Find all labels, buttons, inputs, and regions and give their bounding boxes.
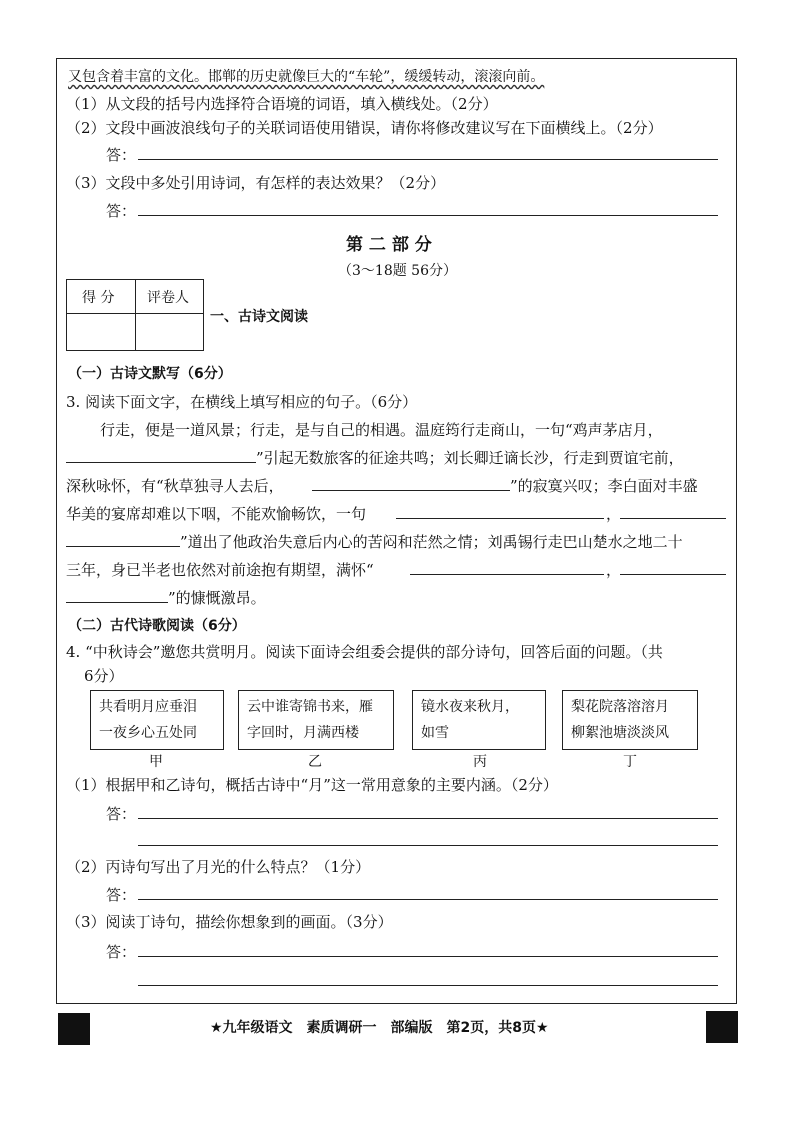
passage-text: ， [606, 505, 622, 523]
answer-line[interactable] [138, 818, 718, 819]
question-3-prompt: 3. 阅读下面文字，在横线上填写相应的句子。（6分） [66, 393, 418, 411]
score-label: 得 分 [82, 290, 115, 306]
part-subtitle: （3～18题 56分） [338, 263, 457, 279]
fill-blank[interactable] [312, 490, 510, 491]
answer-line[interactable] [138, 215, 718, 216]
fill-blank[interactable] [396, 518, 604, 519]
answer-line[interactable] [138, 985, 718, 986]
answer-line[interactable] [138, 845, 718, 846]
fill-blank[interactable] [620, 518, 726, 519]
passage-text: 华美的宴席却难以下咽，不能欢愉畅饮，一句 [66, 505, 367, 523]
section-heading: 一、古诗文阅读 [210, 309, 308, 325]
sub-question-3: （3）阅读丁诗句，描绘你想象到的画面。（3分） [66, 913, 393, 931]
poem-label-ding: 丁 [623, 754, 637, 770]
passage-text: 行走，便是一道风景；行走，是与自己的相遇。温庭筠行走商山，一句“鸡声茅店月， [100, 421, 663, 439]
answer-line[interactable] [138, 159, 718, 160]
answer-label: 答： [106, 202, 137, 220]
registration-mark-left [58, 1013, 90, 1045]
fill-blank[interactable] [620, 574, 726, 575]
fill-blank[interactable] [66, 602, 168, 603]
answer-line[interactable] [138, 899, 718, 900]
part-title: 第 二 部 分 [346, 235, 432, 255]
passage-end-line: 又包含着丰富的文化。邯郸的历史就像巨大的“车轮”，缓缓转动，滚滚向前。 [68, 69, 545, 85]
passage-text: ， [606, 561, 622, 579]
question-1: （1）从文段的括号内选择符合语境的词语，填入横线处。（2分） [66, 95, 498, 113]
poem-box-jia: 共看明月应垂泪 一夜乡心五处同 [90, 690, 224, 750]
answer-label: 答： [106, 886, 137, 904]
poem-label-yi: 乙 [308, 754, 322, 770]
subsection-heading: （一）古诗文默写（6分） [68, 366, 232, 382]
registration-mark-right [706, 1011, 738, 1043]
passage-text: ”的慷慨激昂。 [168, 589, 266, 607]
question-2: （2）文段中画波浪线句子的关联词语使用错误，请你将修改建议写在下面横线上。（2分） [66, 119, 663, 137]
poem-label-jia: 甲 [149, 754, 163, 770]
poem-label-bing: 丙 [473, 754, 487, 770]
page-footer: ★九年级语文 素质调研一 部编版 第2页，共8页★ [210, 1020, 549, 1036]
poem-box-yi: 云中谁寄锦书来，雁 字回时，月满西楼 [238, 690, 394, 750]
question-3: （3）文段中多处引用诗词，有怎样的表达效果？（2分） [66, 174, 446, 192]
passage-text: ”的寂寞兴叹；李白面对丰盛 [510, 477, 698, 495]
sub-question-1: （1）根据甲和乙诗句，概括古诗中“月”这一常用意象的主要内涵。（2分） [66, 776, 558, 794]
answer-label: 答： [106, 146, 137, 164]
poem-box-ding: 梨花院落溶溶月 柳絮池塘淡淡风 [562, 690, 698, 750]
subsection-heading: （二）古代诗歌阅读（6分） [68, 618, 246, 634]
answer-label: 答： [106, 805, 137, 823]
grader-label: 评卷人 [147, 290, 189, 306]
fill-blank[interactable] [410, 574, 604, 575]
sub-question-2: （2）丙诗句写出了月光的什么特点？（1分） [66, 858, 371, 876]
answer-label: 答： [106, 943, 137, 961]
poem-box-bing: 镜水夜来秋月， 如雪 [412, 690, 546, 750]
passage-text: 深秋咏怀，有“秋草独寻人去后， [66, 477, 284, 495]
fill-blank[interactable] [66, 462, 256, 463]
answer-line[interactable] [138, 956, 718, 957]
passage-text: ”道出了他政治失意后内心的苦闷和茫然之情；刘禹锡行走巴山楚水之地二十 [180, 533, 683, 551]
passage-text: ”引起无数旅客的征途共鸣；刘长卿迁谪长沙，行走到贾谊宅前， [256, 449, 684, 467]
question-4-prompt-cont: 6分） [84, 667, 124, 685]
fill-blank[interactable] [66, 546, 180, 547]
question-4-prompt: 4. “中秋诗会”邀您共赏明月。阅读下面诗会组委会提供的部分诗句，回答后面的问题。（共 [66, 643, 663, 661]
passage-text: 三年，身已半老也依然对前途抱有期望，满怀“ [66, 561, 374, 579]
